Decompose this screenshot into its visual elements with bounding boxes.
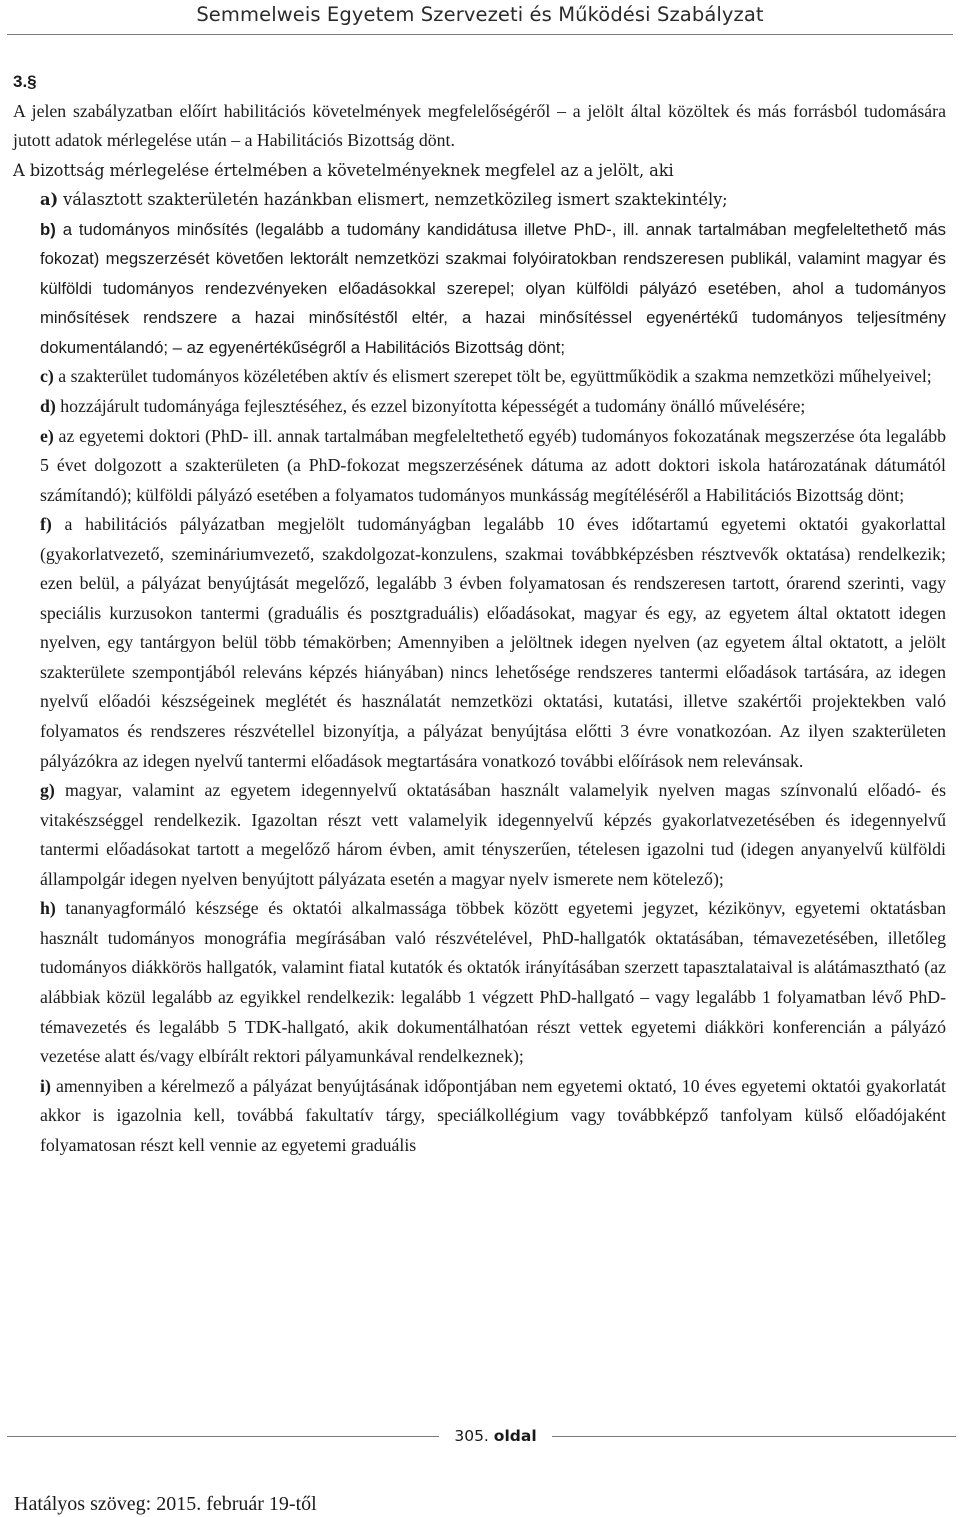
effective-date: Hatályos szöveg: 2015. február 19-től xyxy=(14,1493,317,1515)
list-marker: g) xyxy=(40,780,55,801)
section-intro-paragraph: A jelen szabályzatban előírt habilitációs követelmények megfelelőségéről – a jelölt által közöltek és más forrásból tudomására jutott adatok mérlegelése után – a Habilitációs Bizottság dönt. xyxy=(13,100,946,151)
page-number xyxy=(439,1424,552,1448)
list-marker: e) xyxy=(40,425,54,446)
header-divider xyxy=(7,34,953,35)
list-item-text: az egyetemi doktori (PhD- ill. annak tartalmában megfeleltethető egyéb) tudományos fokozatának megszerzése óta legalább 5 évet dolgozott a szakterületen (a PhD-fokozat megszerzésének dátuma az adott doktori iskola határozatának dátumától számítandó); külföldi pályázó esetében a folyamatos tudományos munkásság megítéléséről a Habilitációs Bizottság dönt; xyxy=(40,425,946,505)
list-item-a xyxy=(40,185,946,215)
list-item-text: amennyiben a kérelmező a pályázat benyújtásának időpontjában nem egyetemi oktató, 10 éves egyetemi oktatói gyakorlatát akkor is igazolnia kell, továbbá fakultatív tárgy, speciálkollégium vagy továbbképző tanfolyam külső előadójaként folyamatosan részt kell vennie az egyetemi graduális xyxy=(40,1075,946,1155)
list-marker: i) xyxy=(40,1075,51,1096)
list-item-text: választott szakterületén hazánkban elismert, nemzetközileg ismert szaktekintély; xyxy=(58,190,728,210)
list-item-text: a habilitációs pályázatban megjelölt tudományágban legalább 10 éves időtartamú egyetemi oktatói gyakorlattal (gyakorlatvezető, szemináriumvezető, szakdolgozat-konzulens, szakmai továbbképzésben résztvevők oktatása) rendelkezik; ezen belül, a pályázat benyújtását megelőző, legalább 3 évben folyamatosan és rendszeresen tartott, órarend szerinti, vagy speciális kurzusokon tantermi (graduális és posztgraduális) előadásokat, magyar és egy, az egyetem által oktatott idegen nyelven, egy tantárgyon belül több témakörben; Amennyiben a jelöltnek idegen nyelven (az egyetem által oktatott, a jelölt szakterülete szempontjából releváns képzés hiányában) nincs lehetősége rendszeres tantermi előadások tartására, az idegen nyelvű előadói készségeinek meglétét és használatát nemzetközi oktatási, kutatási, illetve szakértői projektekben való folyamatos és rendszeres részvétellel bizonyítja, a pályázat benyújtása előtti 3 évre vonatkozóan. Az ilyen szakterületen pályázókra az idegen nyelvű tantermi előadások megtartására vonatkozó további előírások nem relevánsak. xyxy=(40,514,946,771)
list-item-b xyxy=(40,215,946,363)
list-item-text: a szakterület tudományos közéletében aktív és elismert szerepet tölt be, együttműködik a szakma nemzetközi műhelyeivel; xyxy=(53,366,932,387)
document-body xyxy=(13,67,946,1160)
footer-divider-right xyxy=(552,1436,956,1437)
page-number-word: oldal xyxy=(493,1427,537,1445)
list-item-text: a tudományos minősítés (legalább a tudomány kandidátusa illetve PhD-, ill. annak tartalmában megfeleltethető más fokozat) megszerzését követően lektorált nemzetközi szakmai folyóiratokban rendszeresen publikál, valamint magyar és külföldi tudományos rendezvényeken előadásokkal szerepel; olyan külföldi pályázó esetében, ahol a tudományos minősítések rendszere a hazai minősítéstől eltér, a hazai minősítéssel egyenértékű tudományos teljesítmény dokumentálandó; – az egyenértékűségről a Habilitációs Bizottság dönt; xyxy=(40,219,946,357)
list-item-text: magyar, valamint az egyetem idegennyelvű oktatásában használt valamelyik nyelven magas színvonalú előadó- és vitakészséggel rendelkezik. Igazoltan részt vett valamelyik idegennyelvű képzés gyakorlatvezetésében és idegennyelvű tantermi előadásokat tartott a megelőző három évben, amit tényszerűen, tételesen igazolni tud (idegen anyanyelvű külföldi állampolgár idegen nyelven benyújtott pályázata esetén a magyar nyelv ismerete nem kötelező); xyxy=(40,780,946,889)
list-item-h xyxy=(40,894,946,1071)
list-marker: c) xyxy=(40,366,54,387)
list-item-e xyxy=(40,422,946,511)
list-marker: a) xyxy=(40,190,59,210)
list-item-g xyxy=(40,776,946,894)
document-header xyxy=(0,0,960,30)
list-item-text: tananyagformáló készsége és oktatói alkalmassága többek között egyetemi jegyzet, kézikönyv, egyetemi oktatásban használt tudományos monográfia megírásában való részvételével, PhD-hallgatók oktatásában, témavezetésében, illetőleg tudományos diákkörös hallgatók, valamint fiatal kutatók és oktatók irányításában szerzett tapasztalataival is alátámasztható (az alábbiak közül legalább az egyikkel rendelkezik: legalább 1 végzett PhD-hallgató – vagy legalább 1 folyamatban lévő PhD-témavezetés és legalább 5 TDK-hallgató, akik dokumentálhatóan részt vettek egyetemi diákköri konferencián a pályázó vezetése alatt és/vagy elbírált rektori pályamunkával rendelkeznek); xyxy=(40,898,946,1067)
list-item-d xyxy=(40,392,946,422)
list-item-f xyxy=(40,510,946,776)
header-title: Semmelweis Egyetem Szervezeti és Működési Szabályzat xyxy=(196,3,764,26)
list-marker: b) xyxy=(40,219,56,239)
list-item-c xyxy=(40,362,946,392)
section-number: 3.§ xyxy=(13,72,37,91)
list-marker: d) xyxy=(40,396,56,417)
list-item-i xyxy=(40,1072,946,1161)
list-marker: h) xyxy=(40,898,56,919)
list-item-text: hozzájárult tudományága fejlesztéséhez, és ezzel bizonyította képességét a tudomány önálló művelésére; xyxy=(55,396,806,417)
section-intro-condition: A bizottság mérlegelése értelmében a követelményeknek megfelel az a jelölt, aki xyxy=(13,160,674,180)
page-number-value: 305. xyxy=(454,1427,489,1445)
footer-divider-left xyxy=(7,1436,439,1437)
list-marker: f) xyxy=(40,514,52,535)
